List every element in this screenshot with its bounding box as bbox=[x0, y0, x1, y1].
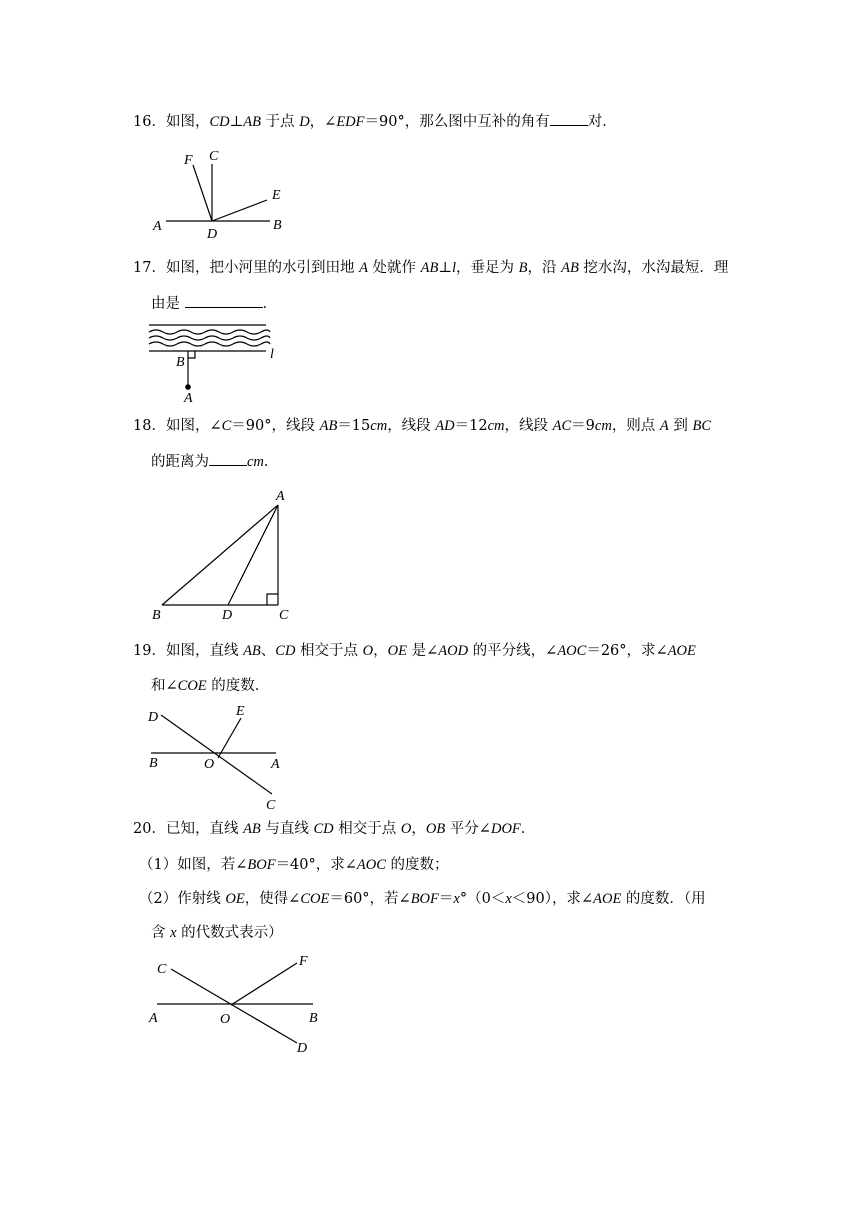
text-segment: 如图，直线 bbox=[165, 643, 244, 659]
label-A: A bbox=[276, 489, 285, 504]
text-segment: ＝40°，求∠ bbox=[275, 857, 357, 873]
text-segment: 挖水沟，水沟最短．理 bbox=[578, 260, 729, 276]
text-segment: ＝15 bbox=[337, 418, 371, 434]
river-wave bbox=[149, 336, 270, 340]
text-segment: ＝26°，求∠ bbox=[586, 643, 668, 659]
problem-18-figure bbox=[148, 487, 298, 625]
label-A: A bbox=[184, 391, 193, 406]
problem-17-line-1 bbox=[133, 258, 728, 278]
text-segment: ，则点 bbox=[611, 418, 660, 434]
math-variable: BOF bbox=[247, 857, 276, 873]
problem-17-figure bbox=[145, 322, 285, 404]
segment-AB bbox=[162, 505, 278, 605]
math-variable: B bbox=[518, 260, 528, 276]
text-segment: ． bbox=[262, 296, 278, 312]
math-variable: COE bbox=[177, 678, 207, 694]
math-variable: AOD bbox=[438, 643, 469, 659]
label-C: C bbox=[279, 608, 289, 623]
problem-20-line-1 bbox=[133, 819, 535, 839]
text-segment: 的度数． bbox=[206, 678, 270, 694]
segment-DE bbox=[212, 200, 267, 221]
math-variable: O bbox=[400, 821, 412, 837]
text-segment: 与直线 bbox=[260, 821, 314, 837]
text-segment: ＝9 bbox=[571, 418, 595, 434]
label-O: O bbox=[204, 757, 215, 772]
text-segment: ，使得∠ bbox=[244, 891, 301, 907]
text-segment: ． bbox=[263, 454, 279, 470]
math-variable: AOE bbox=[593, 891, 622, 907]
math-variable: AD bbox=[435, 418, 455, 434]
river-wave bbox=[149, 330, 270, 334]
math-variable: OB bbox=[425, 821, 446, 837]
right-angle-mark bbox=[188, 351, 195, 358]
line-CD bbox=[171, 969, 297, 1043]
problem-number: 16． bbox=[133, 114, 166, 130]
math-variable: cm bbox=[487, 418, 505, 434]
label-B: B bbox=[309, 1011, 318, 1026]
label-A: A bbox=[149, 1011, 158, 1026]
label-E: E bbox=[236, 704, 245, 719]
math-variable: AC bbox=[552, 418, 572, 434]
math-variable: AOE bbox=[667, 643, 696, 659]
math-variable: x bbox=[505, 891, 512, 907]
label-A: A bbox=[153, 219, 162, 234]
answer-blank bbox=[209, 451, 247, 466]
problem-19-line-2 bbox=[151, 676, 269, 696]
math-variable: cm bbox=[594, 418, 612, 434]
text-segment: ⊥ bbox=[229, 114, 244, 130]
segment-DF bbox=[193, 165, 212, 221]
answer-blank bbox=[185, 293, 263, 308]
math-variable: AB bbox=[243, 643, 261, 659]
text-segment: ，垂足为 bbox=[456, 260, 519, 276]
text-segment: 的代数式表示） bbox=[176, 925, 283, 941]
math-variable: AB bbox=[420, 260, 439, 276]
math-variable: CD bbox=[313, 821, 334, 837]
math-variable: CD bbox=[209, 114, 230, 130]
problem-number: 20． bbox=[133, 821, 166, 837]
problem-20-line-3 bbox=[139, 889, 706, 909]
text-segment: °（0＜ bbox=[459, 891, 506, 907]
problem-number: 18． bbox=[133, 418, 166, 434]
text-segment: ， bbox=[373, 643, 388, 659]
math-variable: C bbox=[221, 418, 232, 434]
ray-OE bbox=[218, 718, 241, 758]
text-segment: 相交于点 bbox=[333, 821, 401, 837]
text-segment: 如图，把小河里的水引到田地 bbox=[165, 260, 360, 276]
text-segment: ＝12 bbox=[454, 418, 488, 434]
text-segment: ． bbox=[520, 821, 536, 837]
math-variable: BOF bbox=[410, 891, 439, 907]
math-variable: AOC bbox=[356, 857, 386, 873]
problem-18-line-2 bbox=[151, 451, 278, 472]
math-variable: O bbox=[362, 643, 374, 659]
math-variable: AB bbox=[243, 114, 261, 130]
text-segment: 由是 bbox=[151, 296, 185, 312]
math-variable: EDF bbox=[336, 114, 365, 130]
problem-19-line-1 bbox=[133, 641, 696, 661]
text-segment: 的度数； bbox=[385, 857, 449, 873]
river-wave bbox=[149, 342, 270, 346]
math-variable: x bbox=[453, 891, 460, 907]
math-variable: cm bbox=[370, 418, 388, 434]
text-segment: ＝90°，线段 bbox=[231, 418, 320, 434]
label-A: A bbox=[271, 757, 280, 772]
problem-number: 19． bbox=[133, 643, 166, 659]
text-segment: ，沿 bbox=[527, 260, 562, 276]
text-segment: ，线段 bbox=[387, 418, 436, 434]
math-variable: DOF bbox=[490, 821, 521, 837]
label-B: B bbox=[273, 218, 282, 233]
text-segment: （1）如图，若∠ bbox=[139, 857, 248, 873]
problem-number: 17． bbox=[133, 260, 166, 276]
label-E: E bbox=[272, 188, 281, 203]
label-O: O bbox=[220, 1012, 231, 1027]
math-variable: AB bbox=[561, 260, 579, 276]
text-segment: ⊥ bbox=[438, 260, 452, 276]
text-segment: 如图，∠ bbox=[165, 418, 222, 434]
segment-AD bbox=[228, 505, 278, 605]
math-variable: A bbox=[359, 260, 368, 276]
math-variable: BC bbox=[692, 418, 712, 434]
line-CD bbox=[161, 715, 272, 794]
text-segment: 的度数．（用 bbox=[621, 891, 706, 907]
text-segment: 的距离为 bbox=[151, 454, 209, 470]
label-F: F bbox=[299, 954, 308, 969]
math-variable: OE bbox=[225, 891, 245, 907]
problem-19-figure bbox=[145, 700, 290, 815]
text-segment: 到 bbox=[668, 418, 693, 434]
text-segment: 是∠ bbox=[406, 643, 439, 659]
math-variable: OE bbox=[387, 643, 407, 659]
right-angle-mark bbox=[267, 594, 278, 605]
label-C: C bbox=[157, 962, 167, 977]
math-variable: AB bbox=[319, 418, 338, 434]
math-variable: AOC bbox=[557, 643, 587, 659]
label-D: D bbox=[207, 227, 218, 242]
problem-17-line-2 bbox=[151, 293, 277, 314]
text-segment: 如图， bbox=[165, 114, 210, 130]
problem-16-figure bbox=[150, 145, 290, 240]
text-segment: 对． bbox=[587, 114, 617, 130]
problem-20-figure bbox=[145, 950, 325, 1060]
math-variable: COE bbox=[300, 891, 330, 907]
label-C: C bbox=[209, 149, 219, 164]
label-D: D bbox=[297, 1041, 308, 1056]
text-segment: ＝60°，若∠ bbox=[329, 891, 411, 907]
problem-20-line-4 bbox=[151, 923, 283, 943]
problem-16-line-1 bbox=[133, 111, 617, 132]
text-segment: 相交于点 bbox=[295, 643, 363, 659]
ray-OF bbox=[231, 963, 297, 1005]
text-segment: ＜90），求∠ bbox=[511, 891, 594, 907]
math-variable: cm bbox=[247, 454, 264, 470]
problem-18-line-1 bbox=[133, 416, 711, 436]
text-segment: ，∠ bbox=[309, 114, 337, 130]
text-segment: 的平分线，∠ bbox=[468, 643, 558, 659]
text-segment: （2）作射线 bbox=[139, 891, 226, 907]
text-segment: 、 bbox=[260, 643, 276, 659]
text-segment: ＝ bbox=[438, 891, 454, 907]
problem-20-line-2 bbox=[139, 855, 449, 875]
label-D: D bbox=[148, 710, 159, 725]
text-segment: ， bbox=[411, 821, 426, 837]
math-variable: D bbox=[299, 114, 310, 130]
text-segment: ＝90°，那么图中互补的角有 bbox=[364, 114, 550, 130]
math-variable: AB bbox=[243, 821, 261, 837]
math-variable: x bbox=[170, 925, 177, 941]
label-D: D bbox=[222, 608, 233, 623]
text-segment: 含 bbox=[151, 925, 171, 941]
text-segment: ，线段 bbox=[504, 418, 553, 434]
label-l: l bbox=[270, 347, 274, 362]
text-segment: 平分∠ bbox=[445, 821, 491, 837]
label-B: B bbox=[176, 355, 185, 370]
answer-blank bbox=[550, 111, 588, 126]
text-segment: 和∠ bbox=[151, 678, 178, 694]
math-variable: l bbox=[452, 260, 457, 276]
point-A bbox=[185, 384, 191, 390]
text-segment: 于点 bbox=[260, 114, 300, 130]
label-B: B bbox=[149, 756, 158, 771]
label-B: B bbox=[152, 608, 161, 623]
label-C: C bbox=[266, 798, 276, 813]
label-F: F bbox=[184, 153, 193, 168]
math-variable: CD bbox=[275, 643, 296, 659]
text-segment: 处就作 bbox=[367, 260, 421, 276]
math-variable: A bbox=[659, 418, 669, 434]
text-segment: 已知，直线 bbox=[165, 821, 244, 837]
